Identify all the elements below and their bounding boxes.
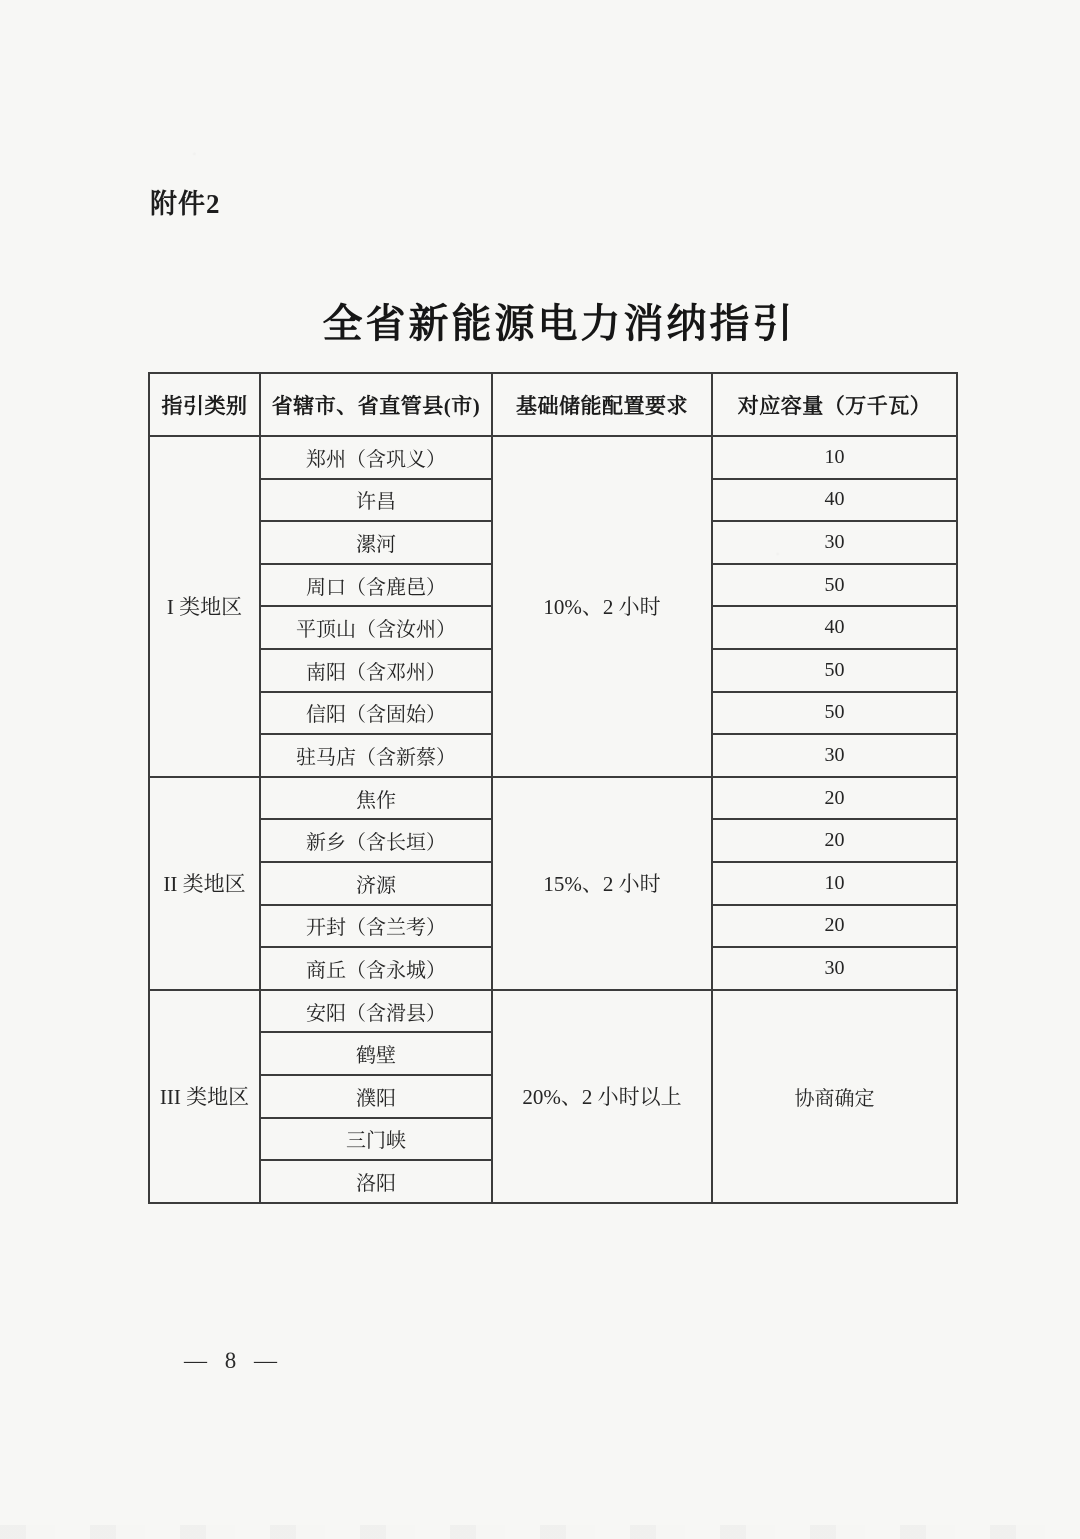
city-cell: 南阳（含邓州）	[260, 649, 492, 692]
table-row	[149, 777, 957, 820]
city-cell: 许昌	[260, 479, 492, 522]
header-city: 省辖市、省直管县(市)	[260, 373, 492, 436]
city-cell: 安阳（含滑县）	[260, 990, 492, 1033]
city-cell: 商丘（含永城）	[260, 947, 492, 990]
city-cell: 漯河	[260, 521, 492, 564]
category-cell: III 类地区	[149, 990, 260, 1203]
capacity-cell: 30	[712, 734, 957, 777]
capacity-cell: 20	[712, 777, 957, 820]
table-row	[149, 436, 957, 479]
capacity-cell: 50	[712, 649, 957, 692]
city-cell: 焦作	[260, 777, 492, 820]
page-number: — 8 —	[184, 1348, 283, 1373]
header-category: 指引类别	[149, 373, 260, 436]
consumption-guide-table	[148, 372, 958, 1204]
city-cell: 济源	[260, 862, 492, 905]
category-cell: I 类地区	[149, 436, 260, 777]
capacity-cell: 40	[712, 479, 957, 522]
storage-requirement-cell: 20%、2 小时以上	[492, 990, 712, 1203]
city-cell: 周口（含鹿邑）	[260, 564, 492, 607]
storage-requirement-cell: 15%、2 小时	[492, 777, 712, 990]
table-row	[149, 990, 957, 1033]
city-cell: 三门峡	[260, 1118, 492, 1161]
capacity-cell: 30	[712, 947, 957, 990]
capacity-cell: 50	[712, 564, 957, 607]
capacity-cell: 30	[712, 521, 957, 564]
category-cell: II 类地区	[149, 777, 260, 990]
table-header-row	[149, 373, 957, 436]
header-capacity: 对应容量（万千瓦）	[712, 373, 957, 436]
capacity-cell: 50	[712, 692, 957, 735]
city-cell: 濮阳	[260, 1075, 492, 1118]
capacity-cell: 40	[712, 606, 957, 649]
storage-requirement-cell: 10%、2 小时	[492, 436, 712, 777]
attachment-label: 附件2	[150, 189, 221, 219]
city-cell: 平顶山（含汝州）	[260, 606, 492, 649]
city-cell: 信阳（含固始）	[260, 692, 492, 735]
capacity-cell: 20	[712, 819, 957, 862]
city-cell: 新乡（含长垣）	[260, 819, 492, 862]
page-title: 全省新能源电力消纳指引	[322, 301, 796, 346]
city-cell: 鹤壁	[260, 1032, 492, 1075]
capacity-cell: 20	[712, 905, 957, 948]
scan-artifact	[0, 1525, 1080, 1539]
capacity-cell: 10	[712, 862, 957, 905]
city-cell: 驻马店（含新蔡）	[260, 734, 492, 777]
capacity-cell: 协商确定	[712, 990, 957, 1203]
capacity-cell: 10	[712, 436, 957, 479]
city-cell: 开封（含兰考）	[260, 905, 492, 948]
header-storage-requirement: 基础储能配置要求	[492, 373, 712, 436]
city-cell: 郑州（含巩义）	[260, 436, 492, 479]
city-cell: 洛阳	[260, 1160, 492, 1203]
